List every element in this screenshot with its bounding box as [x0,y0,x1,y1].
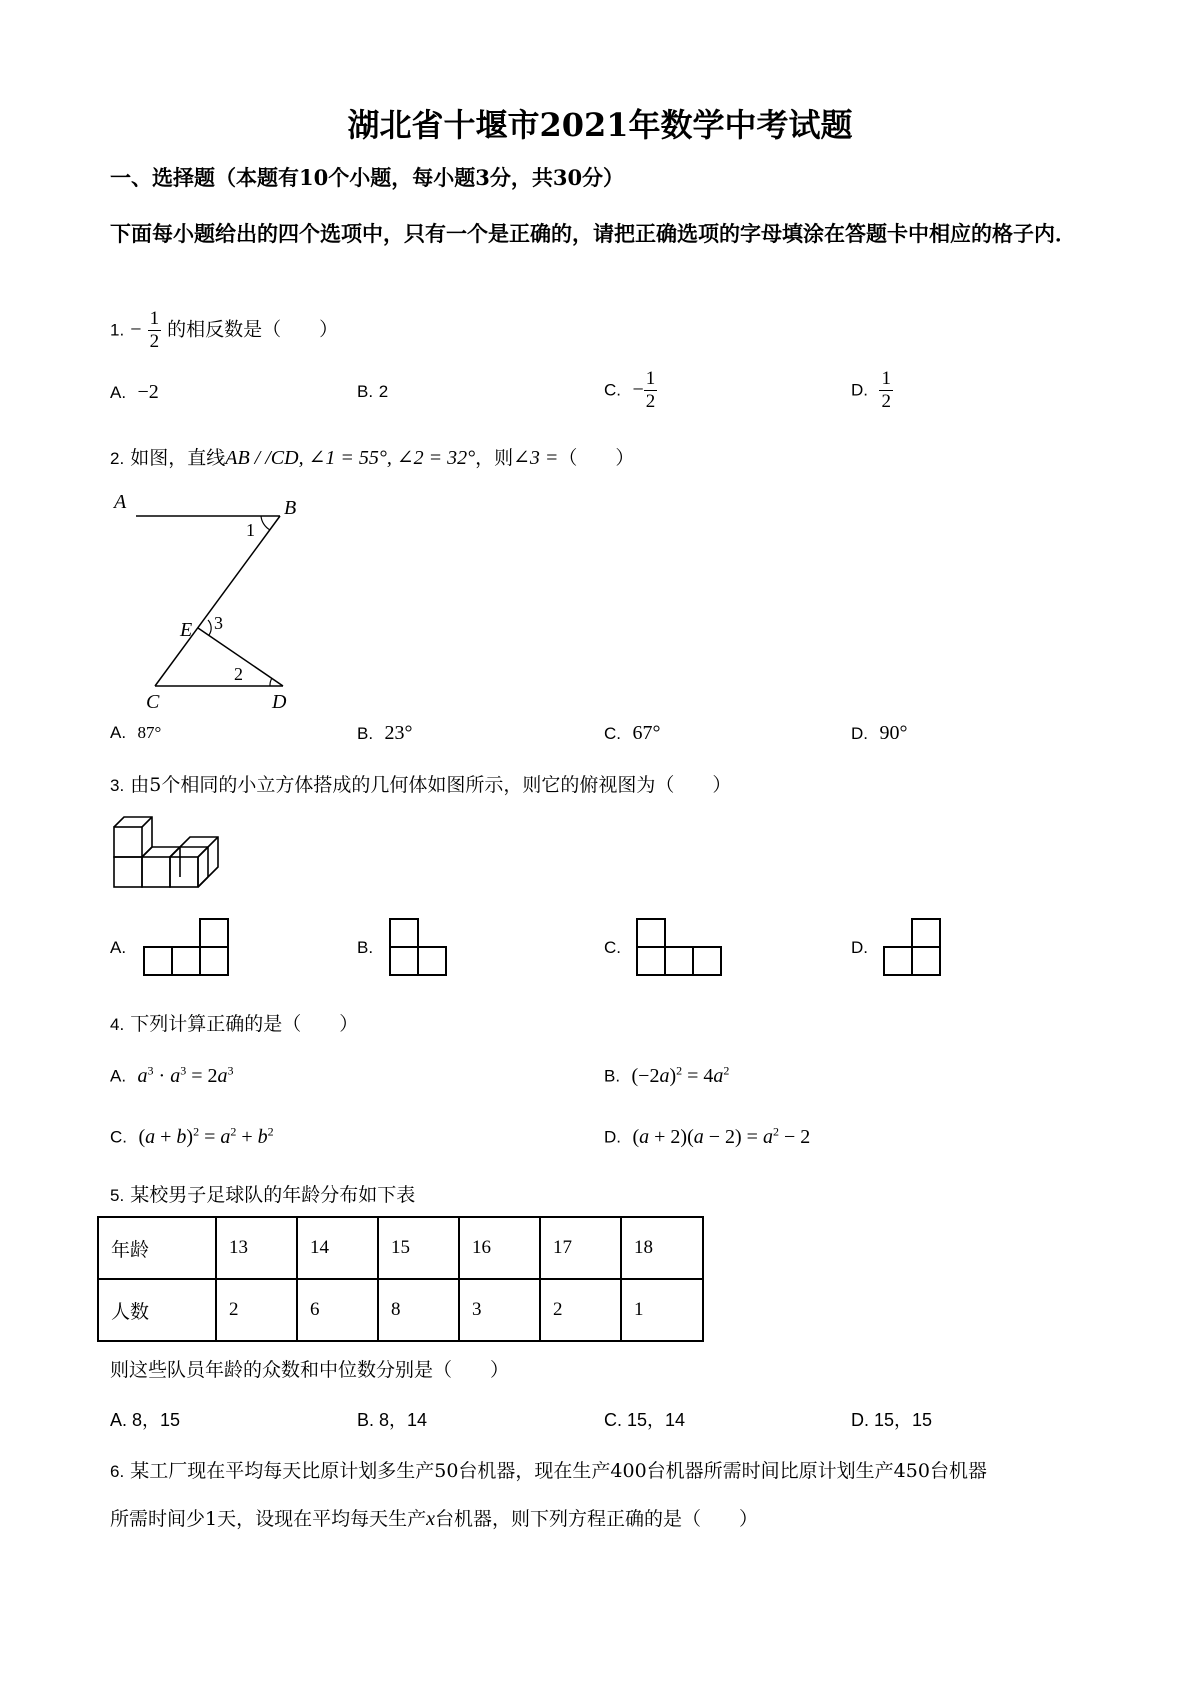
math-expression: AB / /CD, ∠1 = 55°, ∠2 = 32° [225,447,476,469]
page-title: 湖北省十堰市2021年数学中考试题 [347,106,853,144]
question-3: 3. 由5个相同的小立方体搭成的几何体如图所示，则它的俯视图为（ ） [110,774,732,796]
q3-option-a-figure [143,917,233,977]
table-row: 人数 2 6 8 3 2 1 [98,1279,703,1341]
table-row: 年龄 13 14 15 16 17 18 [98,1217,703,1279]
label-c: C [146,691,160,710]
q4-option-b: B. $(-2a)^2 = 4a^2$ [604,1063,730,1087]
question-2: 2. 如图，直线AB / /CD, ∠1 = 55°, ∠2 = 32°，则∠3 =（ ） [110,447,635,469]
q3-option-d-figure [883,917,945,977]
q5-option-a: A. 8，15 [110,1410,181,1430]
question-6-line-2: 所需时间少1天，设现在平均每天生产x台机器，则下列方程正确的是（ ） [110,1508,758,1530]
question-stem: 的相反数是（ ） [167,318,339,341]
label-a: A [114,491,127,513]
minus-sign: − [130,318,142,341]
section-heading: 一、选择题（本题有10个小题，每小题3分，共30分） [110,165,625,190]
question-4: 4. 下列计算正确的是（ ） [110,1013,359,1035]
q2-option-a: A. 87° [110,723,162,742]
q3-option-b-figure [389,917,451,977]
question-6: 6. 某工厂现在平均每天比原计划多生产50台机器，现在生产400台机器所需时间比原计划生产450台机器 [110,1460,987,1482]
q2-option-b: B. 23° [357,722,413,744]
label-d: D [272,691,287,710]
q3-option-d: D. [851,938,868,957]
q5-option-c: C. 15，14 [604,1410,686,1430]
q3-option-c-figure [636,917,726,977]
q5-option-d: D. 15，15 [851,1410,933,1430]
q3-option-a: A. [110,938,127,957]
q3-option-c: C. [604,938,621,957]
angle-3-label: 3 [214,613,223,633]
question-number: 1. [110,320,125,340]
instruction-text: 下面每小题给出的四个选项中，只有一个是正确的，请把正确选项的字母填涂在答题卡中相应的格子内． [110,221,1076,246]
label-b: B [284,497,297,519]
q4-option-c: C. $(a + b)^2 = a^2 + b^2$ [110,1124,274,1148]
q2-option-d: D. 90° [851,722,908,744]
q4-option-d: D. $(a + 2)(a - 2) = a^2 - 2$ [604,1124,811,1148]
fraction: $\frac{1}{2}$ [149,308,160,352]
label-e: E [180,619,193,641]
angle-1-label: 1 [246,520,255,540]
question-5: 5. 某校男子足球队的年龄分布如下表 [110,1184,416,1206]
q1-option-d: D. $\frac{1}{2}$ [851,368,891,412]
question-5-follow: 则这些队员年龄的众数和中位数分别是（ ） [110,1359,510,1381]
angle-2-label: 2 [234,664,243,684]
q2-option-c: C. 67° [604,722,661,744]
q4-option-a: A. $a^3 \cdot a^3 = 2a^3$ [110,1063,234,1087]
q1-option-a: A. −2 [110,381,159,403]
cube-solid-figure [112,815,227,890]
question-1 [110,308,338,353]
parallel-lines-figure [110,490,310,710]
q1-option-c: C. − $\frac{1}{2}$ [604,368,656,412]
age-distribution-table [97,1216,704,1342]
q1-option-b: B. 2 [357,382,389,401]
q3-option-b: B. [357,938,374,957]
q5-option-b: B. 8，14 [357,1410,428,1430]
